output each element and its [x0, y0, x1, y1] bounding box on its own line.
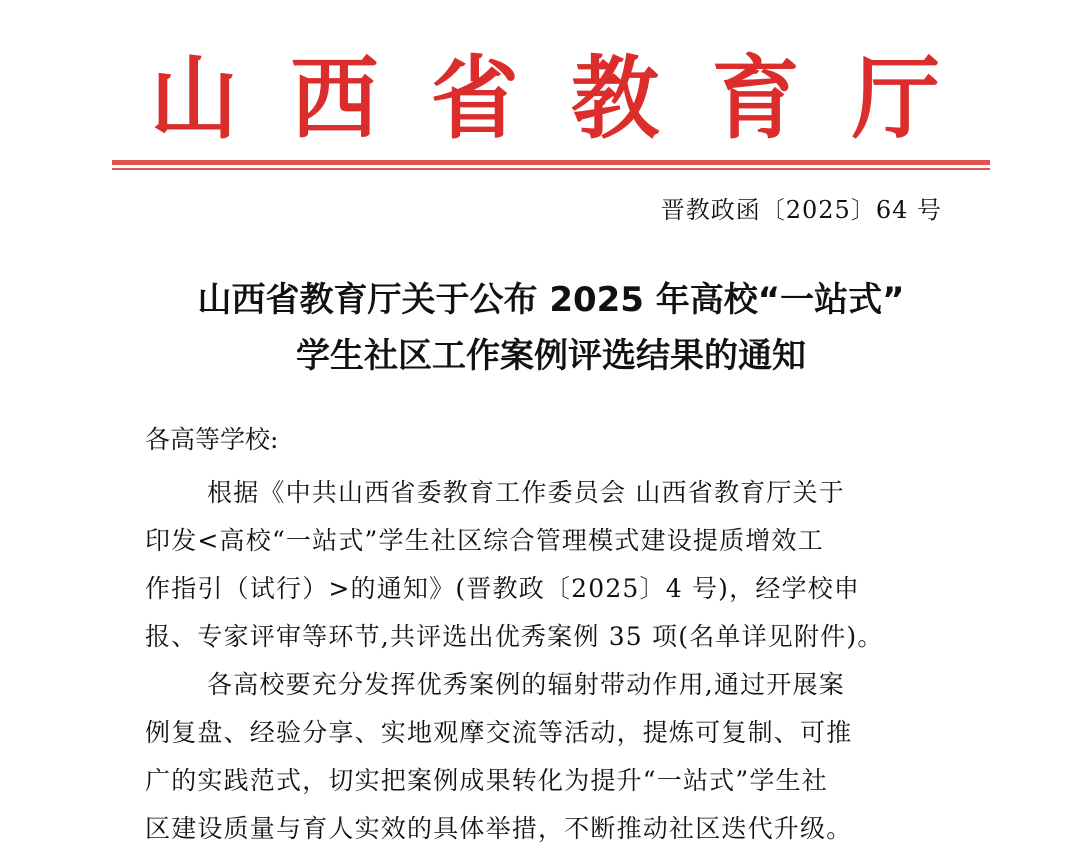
paragraph-2-line: 广的实践范式，切实把案例成果转化为提升“一站式”学生社	[145, 766, 828, 795]
document-body	[145, 469, 945, 853]
salutation: 各高等学校:	[145, 425, 279, 454]
title-line: 学生社区工作案例评选结果的通知	[296, 336, 806, 376]
masthead-char: 西	[290, 44, 379, 152]
title-line: 山西省教育厅关于公布 2025 年高校“一站式”	[197, 280, 905, 320]
masthead-char: 育	[711, 44, 800, 152]
paragraph-1-line: 报、专家评审等环节,共评选出优秀案例 35 项(名单详见附件)。	[145, 622, 884, 651]
red-rule-thick	[112, 160, 990, 165]
paragraph-1-line: 作指引（试行）>的通知》(晋教政〔2025〕4 号)，经学校申	[145, 574, 861, 603]
paragraph-2-line: 各高校要充分发挥优秀案例的辐射带动作用,通过开展案	[207, 670, 845, 699]
paragraph-2-line: 例复盘、经验分享、实地观摩交流等活动，提炼可复制、可推	[145, 718, 853, 747]
masthead-char: 山	[150, 44, 239, 152]
masthead-char: 教	[571, 44, 660, 152]
masthead-char: 厅	[851, 44, 940, 152]
red-rule-thin	[112, 168, 990, 170]
document-number: 晋教政函〔2025〕64 号	[660, 196, 942, 224]
paragraph-1-line: 印发<高校“一站式”学生社区综合管理模式建设提质增效工	[145, 526, 824, 555]
masthead	[150, 44, 940, 152]
masthead-char: 省	[430, 44, 519, 152]
paragraph-1-line: 根据《中共山西省委教育工作委员会 山西省教育厅关于	[207, 478, 845, 507]
document-title	[112, 272, 990, 384]
paragraph-2-line: 区建设质量与育人实效的具体举措，不断推动社区迭代升级。	[145, 814, 853, 843]
